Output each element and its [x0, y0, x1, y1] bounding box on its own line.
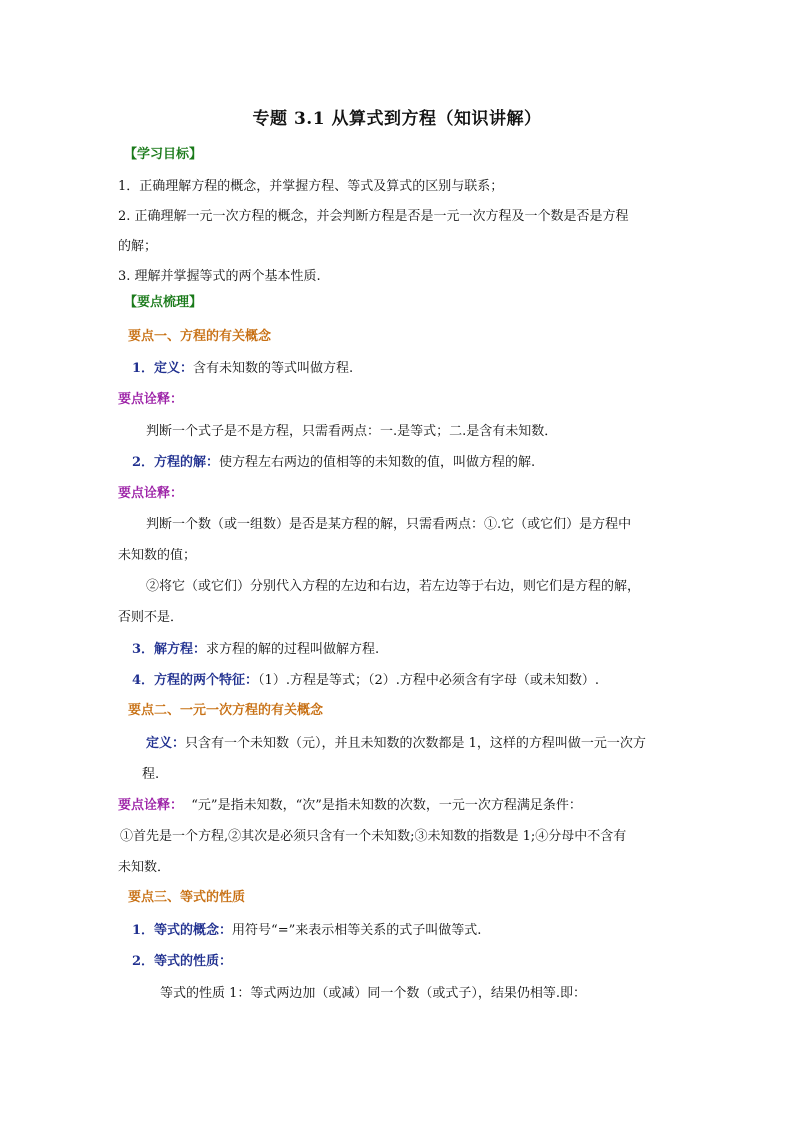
kp1-exp1-text: 判断一个式子是不是方程，只需看两点：一.是等式；二.是含有未知数．	[146, 424, 558, 439]
kp1-definition	[132, 360, 353, 378]
kp1-exp2-line4: 否则不是．	[118, 610, 184, 625]
kp3-property1-text: 等式的性质 1：等式两边加（或减）同一个数（或式子），结果仍相等.即：	[160, 986, 587, 1001]
kp2-conditions-line1: ①首先是一个方程,②其次是必须只含有一个未知数;③未知数的指数是 1;④分母中不含有	[120, 829, 627, 844]
kp1-definition-label: 1．定义：	[132, 361, 194, 376]
goal-item-2-cont: 的解；	[118, 239, 158, 254]
kp1-exp2-line1: 判断一个数（或一组数）是否是某方程的解，只需看两点：①.它（或它们）是方程中	[146, 517, 632, 532]
key-points-header: 【要点梳理】	[124, 295, 203, 310]
kp1-solve-text: 求方程的解的过程叫做解方程.	[206, 642, 380, 657]
kp2-definition-cont: 程.	[142, 767, 160, 782]
kp1-features-text: （1）.方程是等式；（2）.方程中必须含有字母（或未知数）.	[258, 673, 599, 688]
kp2-title: 要点二、一元一次方程的有关概念	[128, 703, 324, 718]
kp1-title: 要点一、方程的有关概念	[128, 329, 272, 344]
kp1-features	[132, 672, 599, 690]
kp1-solve-label: 3．解方程：	[132, 642, 207, 657]
goal-item-2: 2. 正确理解一元一次方程的概念，并会判断方程是否是一元一次方程及一个数是否是方程	[118, 209, 629, 224]
kp1-solve	[132, 641, 379, 659]
kp2-definition	[146, 735, 646, 753]
kp3-concept-text: 用符号“=”来表示相等关系的式子叫做等式.	[232, 923, 482, 938]
goal-item-3: 3. 理解并掌握等式的两个基本性质.	[118, 269, 321, 284]
kp1-exp2-label: 要点诠释：	[118, 486, 184, 501]
kp2-explanation	[118, 797, 582, 815]
kp2-conditions-line2: 未知数．	[118, 860, 171, 875]
kp3-title: 要点三、等式的性质	[128, 890, 246, 905]
kp3-property-label: 2．等式的性质：	[132, 954, 233, 969]
kp1-exp1-label: 要点诠释：	[118, 392, 184, 407]
kp2-definition-text: 只含有一个未知数（元），并且未知数的次数都是 1，这样的方程叫做一元一次方	[185, 736, 646, 751]
kp1-exp2-line3: ②将它（或它们）分别代入方程的左边和右边，若左边等于右边，则它们是方程的解，	[146, 579, 641, 594]
page-title: 专题 3.1 从算式到方程（知识讲解）	[252, 109, 542, 129]
kp1-solution	[132, 454, 535, 472]
kp1-definition-text: 含有未知数的等式叫做方程.	[193, 361, 354, 376]
kp3-concept-label: 1．等式的概念：	[132, 923, 233, 938]
kp3-concept	[132, 922, 481, 940]
kp1-features-label: 4．方程的两个特征：	[132, 673, 259, 688]
kp2-explanation-text: “元”是指未知数，“次”是指未知数的次数，一元一次方程满足条件：	[191, 798, 582, 813]
kp1-solution-text: 使方程左右两边的值相等的未知数的值，叫做方程的解.	[219, 455, 536, 470]
kp1-exp2-line2: 未知数的值；	[118, 548, 197, 563]
kp1-solution-label: 2．方程的解：	[132, 455, 220, 470]
kp2-explanation-label: 要点诠释：	[118, 798, 184, 813]
goal-item-1: 1．正确理解方程的概念，并掌握方程、等式及算式的区别与联系；	[118, 179, 504, 194]
learning-goals-header: 【学习目标】	[124, 147, 203, 162]
kp2-definition-label: 定义：	[146, 736, 186, 751]
